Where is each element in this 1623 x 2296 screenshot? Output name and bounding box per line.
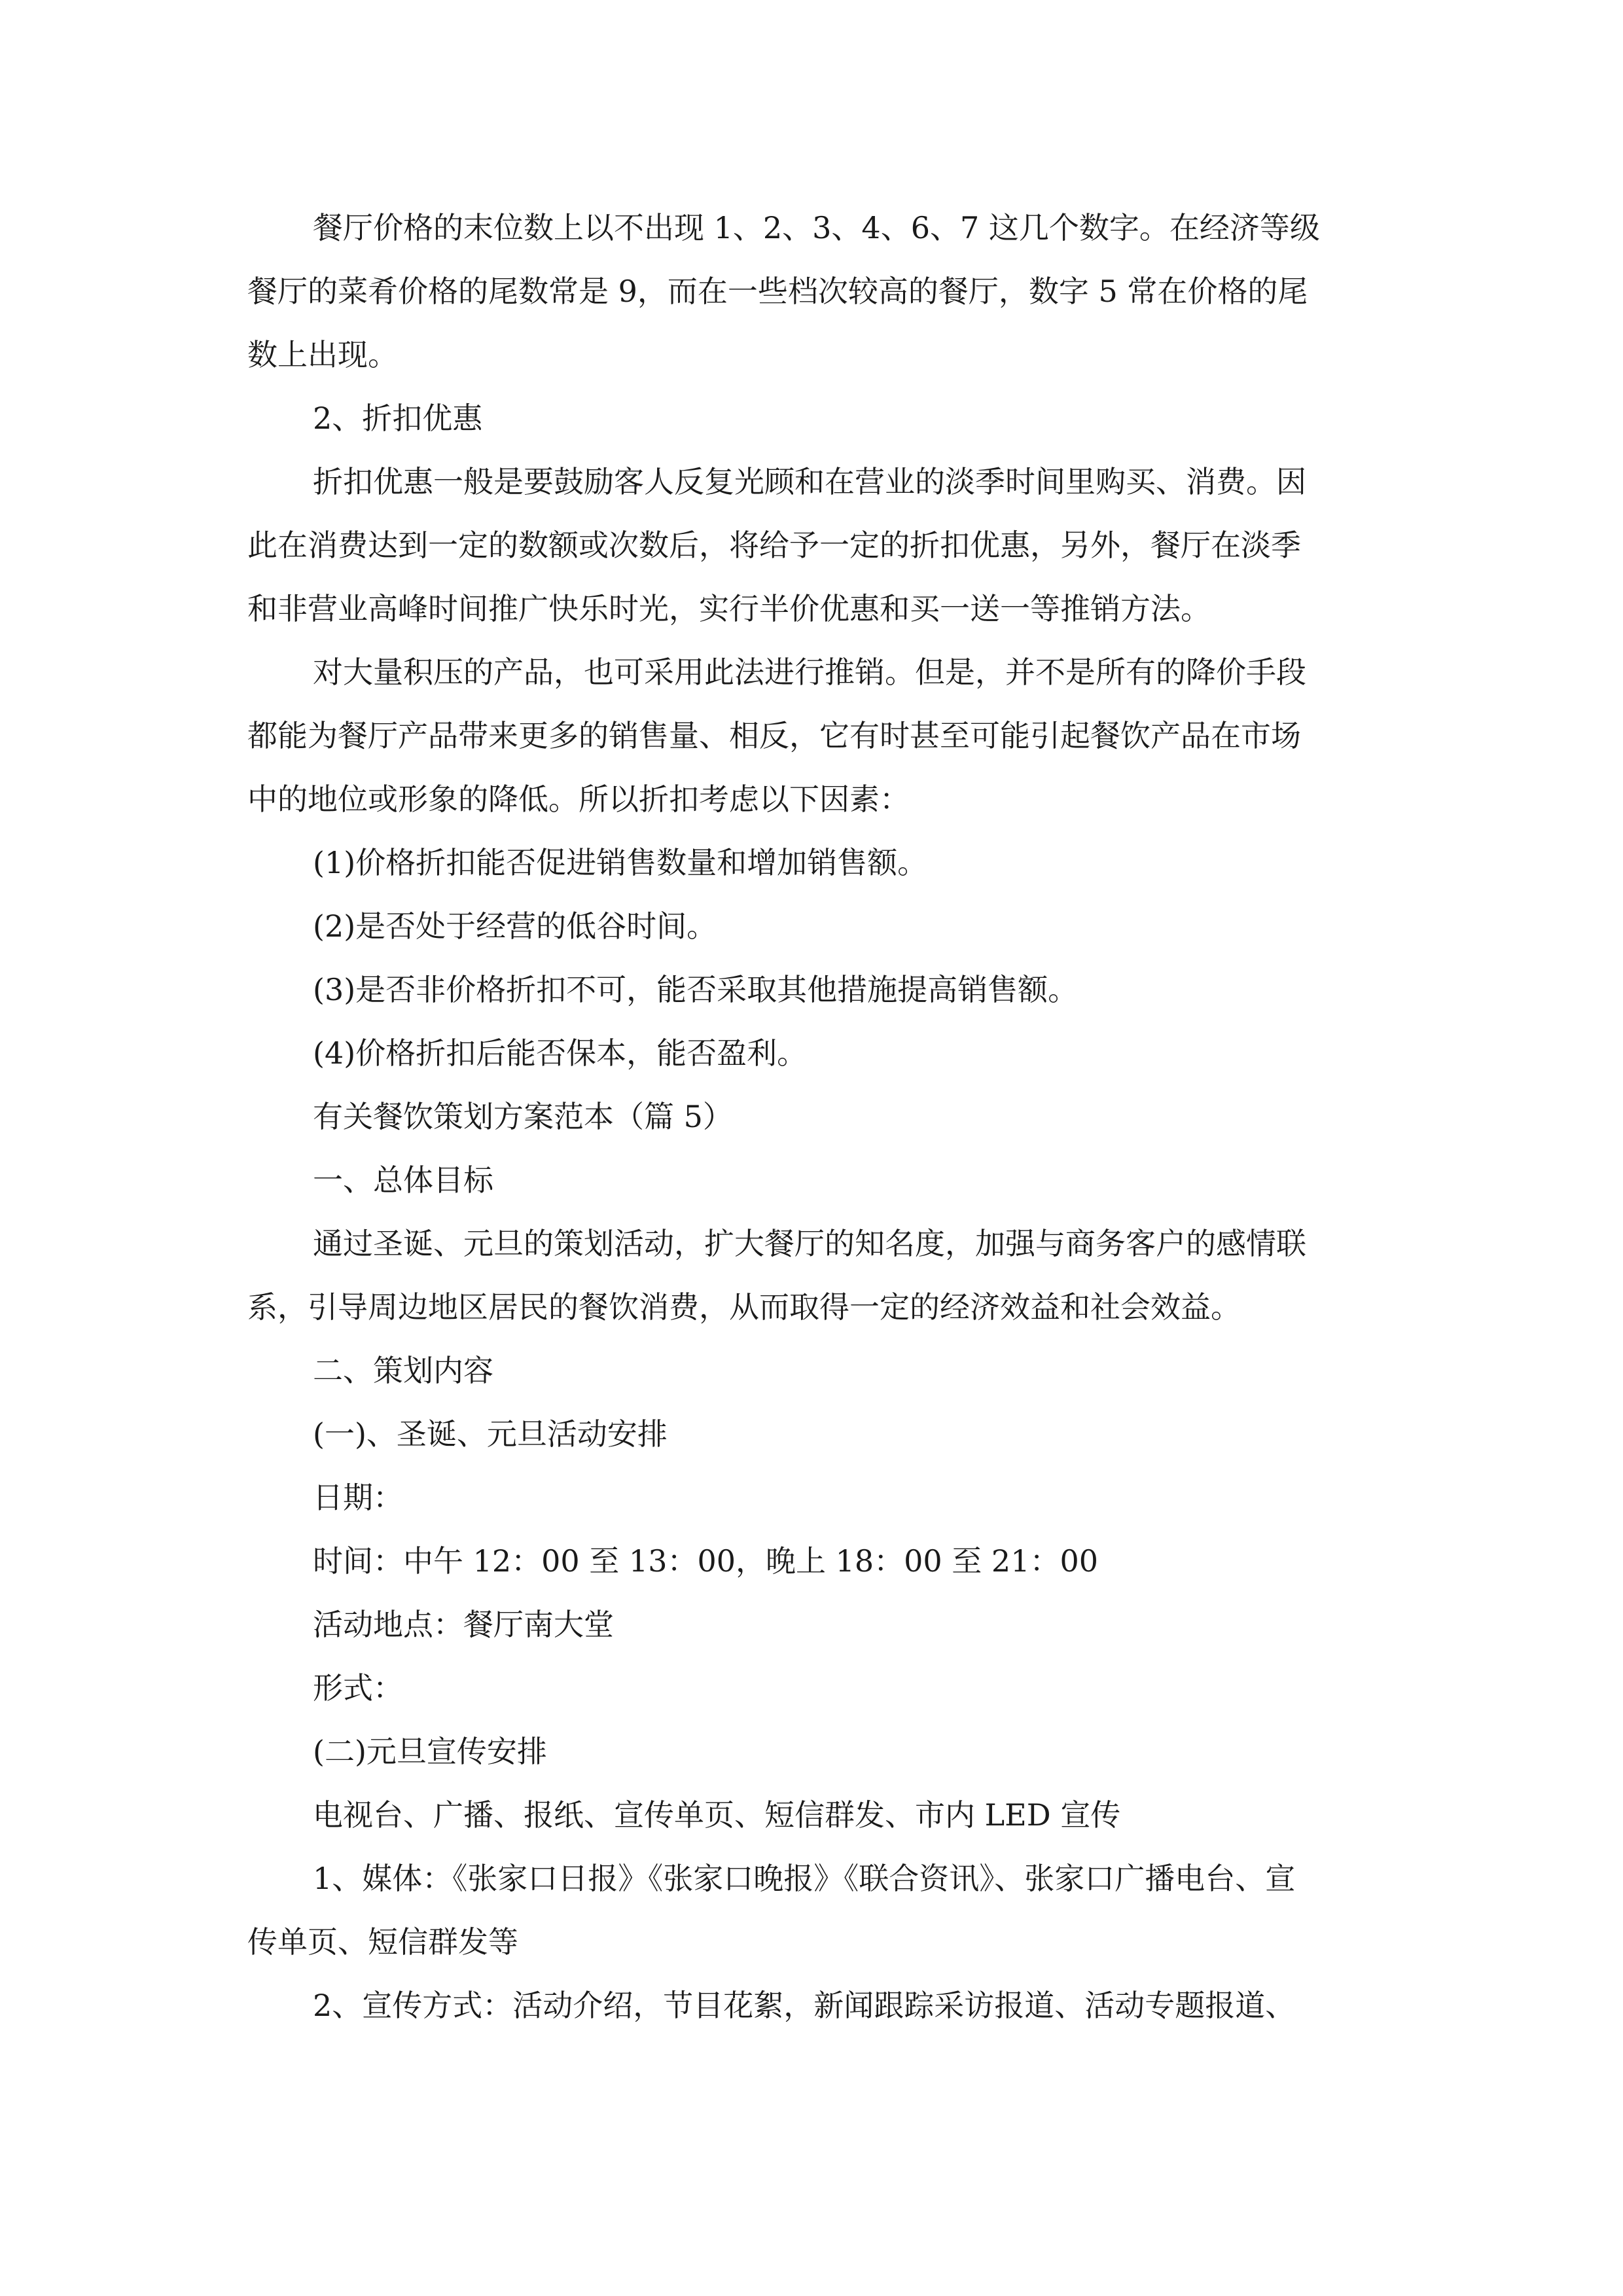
paragraph-10-line-1: 系，引导周边地区居民的餐饮消费，从而取得一定的经济效益和社会效益。 [247, 1289, 1241, 1325]
paragraph-8-line-0: 有关餐饮策划方案范本（篇 5） [313, 1099, 733, 1134]
paragraph-19-line-0: 1、媒体：《张家口日报》《张家口晚报》《联合资讯》、张家口广播电台、宣 [313, 1861, 1296, 1896]
paragraph-2-line-0: 折扣优惠一般是要鼓励客人反复光顾和在营业的淡季时间里购买、消费。因 [313, 464, 1306, 499]
paragraph-14-line-0: 时间：中午 12：00 至 13：00，晚上 18：00 至 21：00 [313, 1543, 1098, 1579]
paragraph-2-line-2: 和非营业高峰时间推广快乐时光，实行半价优惠和买一送一等推销方法。 [247, 591, 1211, 626]
paragraph-16-line-0: 形式： [313, 1670, 403, 1706]
paragraph-12-line-0: (一)、圣诞、元旦活动安排 [313, 1416, 668, 1452]
paragraph-3-line-2: 中的地位或形象的降低。所以折扣考虑以下因素： [247, 781, 910, 817]
paragraph-2-line-1: 此在消费达到一定的数额或次数后，将给予一定的折扣优惠，另外，餐厅在淡季 [247, 528, 1301, 563]
paragraph-0-line-1: 餐厅的菜肴价格的尾数常是 9，而在一些档次较高的餐厅，数字 5 常在价格的尾 [247, 274, 1308, 309]
paragraph-3-line-0: 对大量积压的产品，也可采用此法进行推销。但是，并不是所有的降价手段 [313, 655, 1306, 690]
paragraph-20-line-0: 2、宣传方式：活动介绍，节目花絮，新闻跟踪采访报道、活动专题报道、 [313, 1988, 1296, 2023]
paragraph-0-line-0: 餐厅价格的末位数上以不出现 1、2、3、4、6、7 这几个数字。在经济等级 [313, 210, 1320, 245]
document-body [247, 196, 1380, 2037]
paragraph-19-line-1: 传单页、短信群发等 [247, 1924, 518, 1960]
paragraph-5-line-0: (2)是否处于经营的低谷时间。 [313, 908, 717, 944]
paragraph-13-line-0: 日期： [313, 1480, 403, 1515]
paragraph-17-line-0: (二)元旦宣传安排 [313, 1734, 547, 1769]
paragraph-18-line-0: 电视台、广播、报纸、宣传单页、短信群发、市内 LED 宣传 [313, 1797, 1121, 1833]
paragraph-1-line-0: 2、折扣优惠 [313, 401, 483, 436]
paragraph-0-line-2: 数上出现。 [247, 337, 398, 372]
paragraph-9-line-0: 一、总体目标 [313, 1162, 493, 1198]
paragraph-15-line-0: 活动地点：餐厅南大堂 [313, 1607, 614, 1642]
paragraph-3-line-1: 都能为餐厅产品带来更多的销售量、相反，它有时甚至可能引起餐饮产品在市场 [247, 718, 1301, 753]
paragraph-4-line-0: (1)价格折扣能否促进销售数量和增加销售额。 [313, 845, 928, 880]
paragraph-7-line-0: (4)价格折扣后能否保本，能否盈利。 [313, 1035, 808, 1071]
paragraph-11-line-0: 二、策划内容 [313, 1353, 493, 1388]
paragraph-6-line-0: (3)是否非价格折扣不可，能否采取其他措施提高销售额。 [313, 972, 1079, 1007]
paragraph-10-line-0: 通过圣诞、元旦的策划活动，扩大餐厅的知名度，加强与商务客户的感情联 [313, 1226, 1306, 1261]
